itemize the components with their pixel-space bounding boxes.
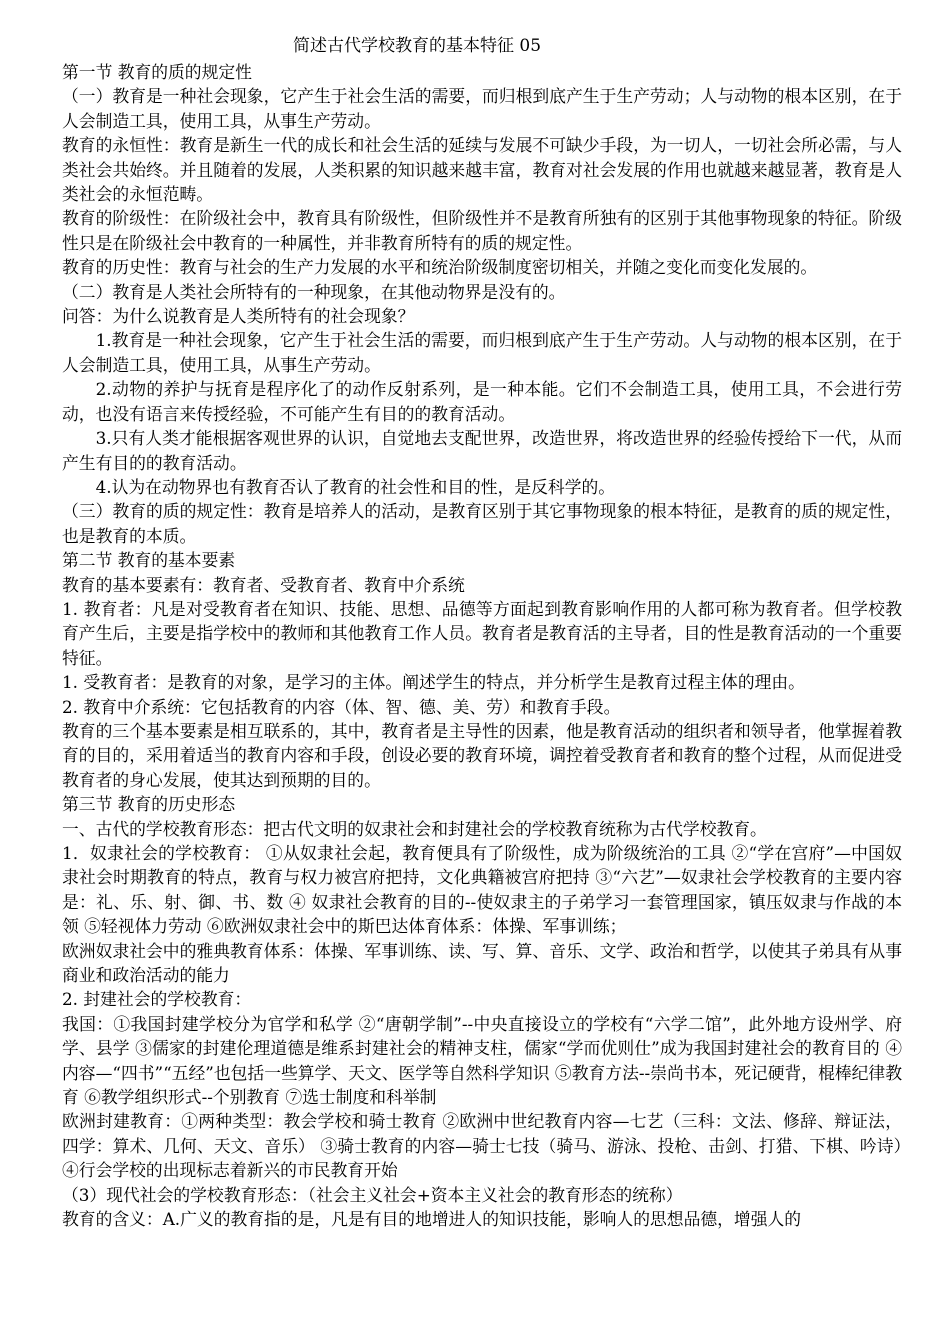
paragraph: 欧洲奴隶社会中的雅典教育体系：体操、军事训练、读、写、算、音乐、文学、政治和哲学，以使其子弟具有从事商业和政治活动的能力 (62, 940, 902, 986)
paragraph: 我国：①我国封建学校分为官学和私学 ②“唐朝学制”--中央直接设立的学校有“六学二馆”，此外地方设州学、府学、县学 ③儒家的封建伦理道德是维系封建社会的精神支柱，儒家“学而优则仕”成为我国封建社会的教育目的 ④内容—“四书”“五经”也包括一些算学、天文、医学等自然科学知识 ⑤教育方法--崇尚书本，死记硬背，棍棒纪律教育 ⑥教学组织形式--个别教育 ⑦选士制度和科举制 (62, 1013, 902, 1108)
paragraph: 教育的含义：A.广义的教育指的是，凡是有目的地增进人的知识技能，影响人的思想品德，增强人的 (62, 1209, 802, 1230)
paragraph: （三）教育的质的规定性：教育是培养人的活动，是教育区别于其它事物现象的根本特征，是教育的质的规定性，也是教育的本质。 (62, 501, 902, 546)
paragraph: （二）教育是人类社会所特有的一种现象，在其他动物界是没有的。 (62, 281, 566, 302)
paragraph: 教育的阶级性：在阶级社会中，教育具有阶级性，但阶级性并不是教育所独有的区别于其他事物现象的特征。阶级性只是在阶级社会中教育的一种属性，并非教育所特有的质的规定性。 (62, 208, 902, 253)
document-body (62, 60, 902, 1232)
paragraph: 教育的基本要素有：教育者、受教育者、教育中介系统 (62, 574, 465, 595)
paragraph: 3.只有人类才能根据客观世界的认识，自觉地去支配世界，改造世界，将改造世界的经验传授给下一代，从而产生有目的的教育活动。 (62, 428, 902, 473)
paragraph: 第二节 教育的基本要素 (62, 550, 236, 571)
paragraph: 教育的历史性：教育与社会的生产力发展的水平和统治阶级制度密切相关，并随之变化而变化发展的。 (62, 257, 818, 278)
paragraph: （一）教育是一种社会现象，它产生于社会生活的需要，而归根到底产生于生产劳动；人与动物的根本区别，在于人会制造工具，使用工具，从事生产劳动。 (62, 86, 902, 131)
paragraph: 教育的永恒性：教育是新生一代的成长和社会生活的延续与发展不可缺少手段，为一切人，一切社会所必需，与人类社会共始终。并且随着的发展，人类积累的知识越来越丰富，教育对社会发展的作用也就越来越显著，教育是人类社会的永恒范畴。 (62, 135, 902, 205)
paragraph: 1．奴隶社会的学校教育： ①从奴隶社会起，教育便具有了阶级性，成为阶级统治的工具 ②“学在宫府”—中国奴隶社会时期教育的特点，教育与权力被宫府把持，文化典籍被宫府把持 ③“六艺”—奴隶社会学校教育的主要内容是：礼、乐、射、御、书、数 ④ 奴隶社会教育的目的--使奴隶主的子弟学习一套管理国家，镇压奴隶与作战的本领 ⑤轻视体力劳动 ⑥欧洲奴隶社会中的斯巴达体育体系：体操、军事训练； (62, 843, 902, 937)
paragraph: 2.动物的养护与抚育是程序化了的动作反射系列，是一种本能。它们不会制造工具，使用工具，不会进行劳动，也没有语言来传授经验，不可能产生有目的的教育活动。 (62, 379, 902, 424)
paragraph: 问答：为什么说教育是人类所特有的社会现象？ (62, 306, 415, 327)
paragraph: 2. 教育中介系统：它包括教育的内容（体、智、德、美、劳）和教育手段。 (62, 696, 621, 717)
paragraph: 第一节 教育的质的规定性 (62, 62, 252, 82)
paragraph: 2. 封建社会的学校教育： (62, 989, 252, 1010)
paragraph: 1. 教育者：凡是对受教育者在知识、技能、思想、品德等方面起到教育影响作用的人都可称为教育者。但学校教育产生后，主要是指学校中的教师和其他教育工作人员。教育者是教育活的主导者，目的性是教育活动的一个重要特征。 (62, 598, 902, 668)
paragraph: 第三节 教育的历史形态 (62, 794, 236, 815)
paragraph: 1. 受教育者：是教育的对象，是学习的主体。阐述学生的特点，并分析学生是教育过程主体的理由。 (62, 672, 805, 693)
paragraph: 1.教育是一种社会现象，它产生于社会生活的需要，而归根到底产生于生产劳动。人与动物的根本区别，在于人会制造工具，使用工具，从事生产劳动。 (62, 330, 902, 375)
document-title: 简述古代学校教育的基本特征 05 (293, 36, 542, 56)
paragraph: 教育的三个基本要素是相互联系的，其中，教育者是主导性的因素，他是教育活动的组织者和领导者，他掌握着教育的目的，采用着适当的教育内容和手段，创设必要的教育环境，调控着受教育者和教育的整个过程，从而促进受教育者的身心发展，使其达到预期的目的。 (62, 720, 902, 790)
paragraph: （3）现代社会的学校教育形态：（社会主义社会+资本主义社会的教育形态的统称） (62, 1184, 683, 1205)
paragraph: 欧洲封建教育：①两种类型：教会学校和骑士教育 ②欧洲中世纪教育内容—七艺（三科：文法、修辞、辩证法，四学：算术、几何、天文、音乐） ③骑士教育的内容—骑士七技（骑马、游泳、投枪、击剑、打猎、下棋、吟诗）④行会学校的出现标志着新兴的市民教育开始 (62, 1111, 902, 1181)
paragraph: 4.认为在动物界也有教育否认了教育的社会性和目的性，是反科学的。 (95, 476, 616, 497)
paragraph: 一、古代的学校教育形态：把古代文明的奴隶社会和封建社会的学校教育统称为古代学校教育。 (62, 818, 767, 839)
